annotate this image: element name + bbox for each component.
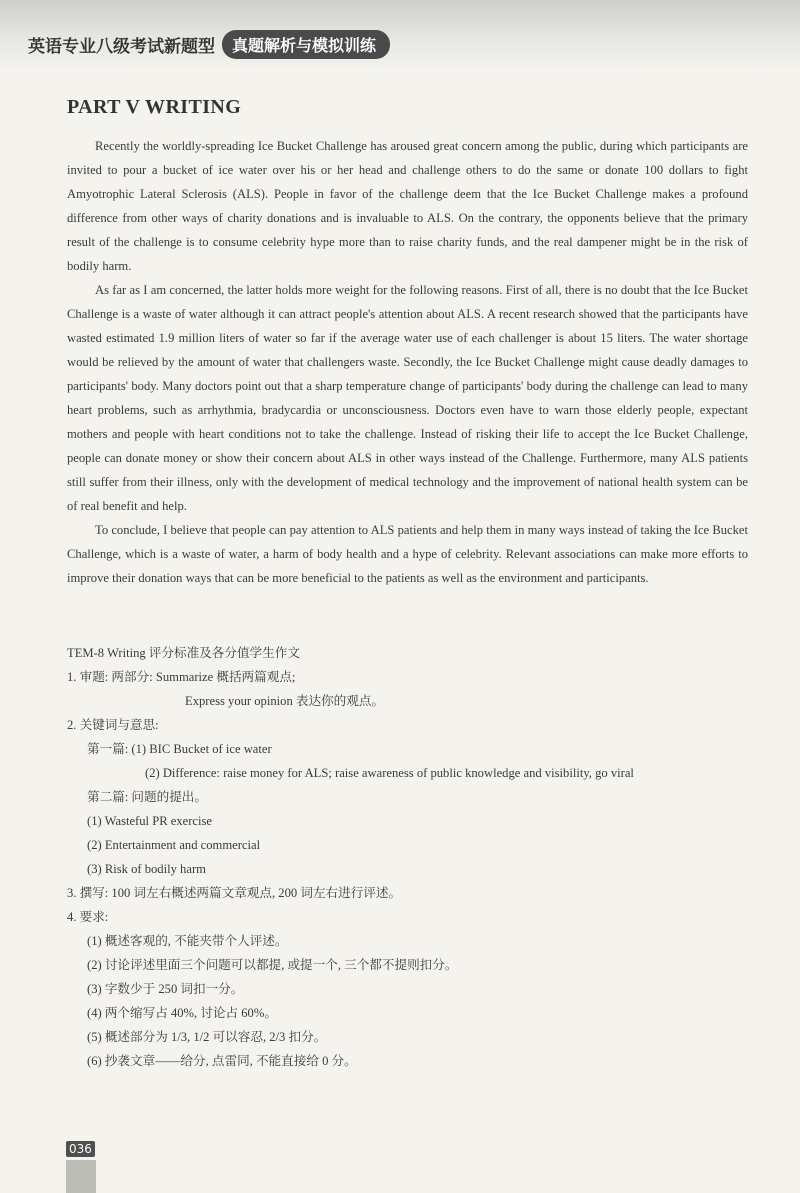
criteria-subitem: 第二篇: 问题的提出。 xyxy=(87,790,207,804)
essay-paragraph: To conclude, I believe that people can pay attention to ALS patients and help them in many ways instead of taking the Ice Bucket Challenge, which is a waste of water, a harm of body health and a hype of celebrity. Relevant associations can make more efforts to improve their donation ways that can be more beneficial to the patients as well as the environment and participants. xyxy=(67,523,748,585)
section-heading: PART V WRITING xyxy=(67,96,242,118)
essay-paragraph: Recently the worldly-spreading Ice Bucket Challenge has aroused great concern among the public, during which participants are invited to pour a bucket of ice water over his or her head and challenge others to do the same or donate 100 dollars to fight Amyotrophic Lateral Sclerosis (ALS). People in favor of the challenge deem that the Ice Bucket Challenge makes a profound difference from other ways of charity donations and is invaluable to ALS. On the contrary, the opponents believe that the primary result of the challenge is to consume celebrity hype more than to raise charity funds, and the real dampener might be in the risk of bodily harm. xyxy=(67,139,748,273)
criteria-title: TEM-8 Writing 评分标准及各分值学生作文 xyxy=(67,646,300,660)
page-number: 036 xyxy=(66,1141,95,1157)
requirement-item: (1) 概述客观的, 不能夹带个人评述。 xyxy=(87,934,288,948)
criteria-item: Express your opinion 表达你的观点。 xyxy=(185,694,385,708)
requirement-item: (6) 抄袭文章——给分, 点雷同, 不能直接给 0 分。 xyxy=(87,1054,357,1068)
page-edge-strip xyxy=(66,1160,96,1193)
requirement-item: (3) 字数少于 250 词扣一分。 xyxy=(87,982,244,996)
criteria-subitem: 第一篇: (1) BIC Bucket of ice water xyxy=(87,742,272,756)
criteria-item: 1. 审题: 两部分: Summarize 概括两篇观点; xyxy=(67,670,296,684)
criteria-subitem: (2) Difference: raise money for ALS; raise awareness of public knowledge and visibility, go viral xyxy=(145,766,634,780)
essay-body xyxy=(67,134,748,590)
requirement-item: (4) 两个缩写占 40%, 讨论占 60%。 xyxy=(87,1006,277,1020)
criteria-item: 4. 要求: xyxy=(67,910,109,924)
criteria-subitem: (1) Wasteful PR exercise xyxy=(87,814,213,828)
criteria-subitem: (2) Entertainment and commercial xyxy=(87,838,261,852)
criteria-item: 2. 关键词与意思: xyxy=(67,718,159,732)
criteria-subitem: (3) Risk of bodily harm xyxy=(87,862,206,876)
book-title: 英语专业八级考试新题型 xyxy=(28,37,215,57)
essay-paragraph: As far as I am concerned, the latter holds more weight for the following reasons. First of all, there is no doubt that the Ice Bucket Challenge is a waste of water although it can attract people's attention about ALS. A recent research showed that the participants have wasted estimated 1.9 million liters of water so far if the average water use of each challenger is about 15 liters. The water shortage would be relieved by the amount of water that challengers waste. Secondly, the Ice Bucket Challenge might cause deadly damages to participants' body. Many doctors point out that a sharp temperature change of participants' body during the challenge can lead to many heart problems, such as arrhythmia, bradycardia or unconsciousness. Doctors even have to warn those elderly people, expectant mothers and people with heart conditions not to take the challenge. Instead of risking their life to accept the Ice Bucket Challenge, people can donate money or show their concern about ALS in other ways instead of the Challenge. Furthermore, many ALS patients still suffer from their illness, only with the development of medical technology and the improvement of national health system can be of real benefit and help. xyxy=(67,283,748,513)
requirement-item: (2) 讨论评述里面三个问题可以都提, 或提一个, 三个都不提则扣分。 xyxy=(87,958,458,972)
scoring-criteria xyxy=(67,641,767,1073)
criteria-item: 3. 撰写: 100 词左右概述两篇文章观点, 200 词左右进行评述。 xyxy=(67,886,402,900)
book-subtitle-badge: 真题解析与模拟训练 xyxy=(222,30,390,59)
requirement-item: (5) 概述部分为 1/3, 1/2 可以容忍, 2/3 扣分。 xyxy=(87,1030,327,1044)
